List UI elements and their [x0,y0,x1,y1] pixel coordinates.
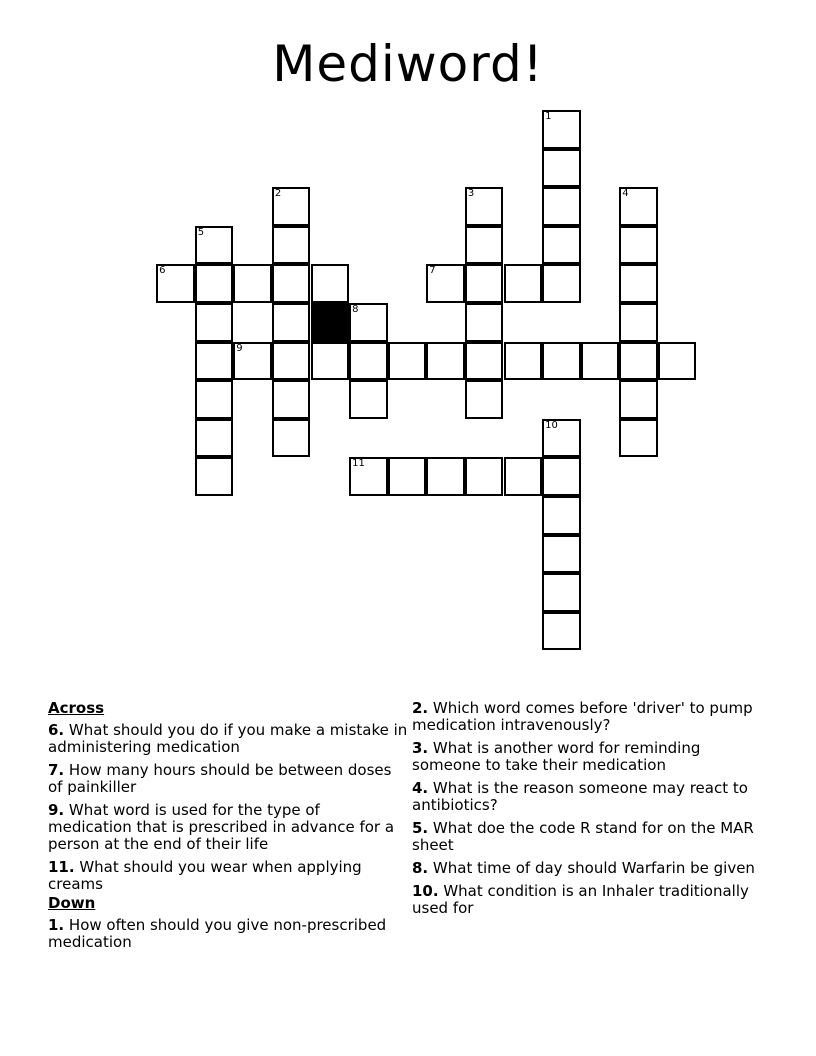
crossword-cell[interactable] [195,342,234,381]
clue-text: How many hours should be between doses of painkiller [48,761,392,796]
crossword-cell[interactable] [272,342,311,381]
clue-text: What should you do if you make a mistake in administering medication [48,721,408,756]
crossword-cell[interactable] [619,342,658,381]
crossword-cell[interactable] [542,419,581,458]
crossword-cell[interactable] [465,303,504,342]
crossword-cell[interactable] [542,457,581,496]
crossword-cell[interactable] [465,264,504,303]
crossword-cell[interactable] [195,303,234,342]
down-heading: Down [48,894,96,912]
crossword-cell[interactable] [465,457,504,496]
clue-item [412,883,772,917]
clue-number-label: 2. [412,699,429,717]
clue-text: What doe the code R stand for on the MAR sheet [412,819,754,854]
down-clue-list-left [48,917,408,951]
crossword-cell[interactable] [272,303,311,342]
crossword-cell[interactable] [619,303,658,342]
crossword-cell[interactable] [542,110,581,149]
crossword-cell[interactable] [504,342,543,381]
clue-number-label: 9. [48,801,65,819]
crossword-cell[interactable] [619,226,658,265]
crossword-cell[interactable] [195,457,234,496]
clue-number-label: 3. [412,739,429,757]
clue-number-label: 11. [48,858,75,876]
crossword-cell[interactable] [542,496,581,535]
clue-number-label: 5. [412,819,429,837]
clue-text: What should you wear when applying creams [48,858,362,893]
crossword-cell[interactable] [195,419,234,458]
crossword-cell[interactable] [349,342,388,381]
clue-number: 2 [274,188,282,200]
crossword-cell[interactable] [619,187,658,226]
crossword-cell[interactable] [233,342,272,381]
crossword-cell[interactable] [619,419,658,458]
clue-text: What is another word for reminding someone to take their medication [412,739,701,774]
crossword-cell[interactable] [349,380,388,419]
crossword-cell[interactable] [542,573,581,612]
clue-item [48,917,408,951]
clue-number-label: 10. [412,882,439,900]
clue-text: What condition is an Inhaler traditionally used for [412,882,749,917]
clues-right-column [412,700,772,923]
clue-number: 9 [236,342,243,354]
crossword-cell[interactable] [465,342,504,381]
crossword-cell[interactable] [542,342,581,381]
crossword-cell[interactable] [581,342,620,381]
crossword-cell[interactable] [542,187,581,226]
crossword-cell[interactable] [426,342,465,381]
clues-left-column [48,700,408,957]
crossword-cell[interactable] [311,264,350,303]
crossword-cell[interactable] [195,264,234,303]
clue-number: 10 [545,419,558,431]
clue-item [48,722,408,756]
puzzle-title: Mediword! [272,35,544,93]
clue-item [48,859,408,893]
crossword-cell[interactable] [233,264,272,303]
crossword-cell[interactable] [349,457,388,496]
crossword-cell[interactable] [272,226,311,265]
crossword-cell[interactable] [272,187,311,226]
clue-number: 7 [429,265,436,277]
clue-item [48,802,408,853]
crossword-cell[interactable] [542,535,581,574]
clue-number: 11 [352,458,365,470]
clue-text: What word is used for the type of medication that is prescribed in advance for a person at the end of their life [48,801,395,853]
across-heading: Across [48,699,105,717]
clue-number: 6 [159,265,166,277]
clue-item [412,700,772,734]
crossword-cell[interactable] [542,264,581,303]
clue-text: Which word comes before 'driver' to pump medication intravenously? [412,699,753,734]
clue-number: 4 [622,188,629,200]
crossword-cell[interactable] [349,303,388,342]
crossword-cell[interactable] [465,380,504,419]
clue-text: How often should you give non-prescribed medication [48,916,387,951]
clue-item [412,820,772,854]
clue-number-label: 7. [48,761,65,779]
crossword-cell[interactable] [504,264,543,303]
clue-number: 3 [467,188,475,200]
clue-number: 5 [197,226,205,238]
down-clue-list-right [412,700,772,917]
crossword-cell[interactable] [426,264,465,303]
clue-number-label: 6. [48,721,65,739]
crossword-cell[interactable] [388,457,427,496]
crossword-cell[interactable] [311,342,350,381]
clue-text: What is the reason someone may react to antibiotics? [412,779,748,814]
clue-item [412,780,772,814]
crossword-cell[interactable] [388,342,427,381]
clue-number: 8 [352,304,359,315]
clue-item [412,740,772,774]
crossword-cell[interactable] [619,264,658,303]
clue-number-label: 8. [412,859,429,877]
crossword-cell[interactable] [272,419,311,458]
clue-number-label: 4. [412,779,429,797]
black-square [311,303,350,342]
clue-text: What time of day should Warfarin be given [428,859,755,877]
crossword-cell[interactable] [272,380,311,419]
crossword-cell[interactable] [272,264,311,303]
crossword-cell[interactable] [195,226,234,265]
clue-number-label: 1. [48,916,65,934]
crossword-cell[interactable] [465,187,504,226]
clue-number: 1 [545,111,552,122]
crossword-cell[interactable] [619,380,658,419]
crossword-cell[interactable] [658,342,697,381]
clue-item [48,762,408,796]
crossword-cell[interactable] [156,264,195,303]
crossword-cell[interactable] [195,380,234,419]
crossword-cell[interactable] [542,226,581,265]
crossword-cell[interactable] [542,612,581,651]
clue-item [412,860,772,877]
crossword-cell[interactable] [542,149,581,188]
crossword-cell[interactable] [426,457,465,496]
across-clue-list [48,722,408,893]
crossword-cell[interactable] [504,457,543,496]
crossword-cell[interactable] [465,226,504,265]
